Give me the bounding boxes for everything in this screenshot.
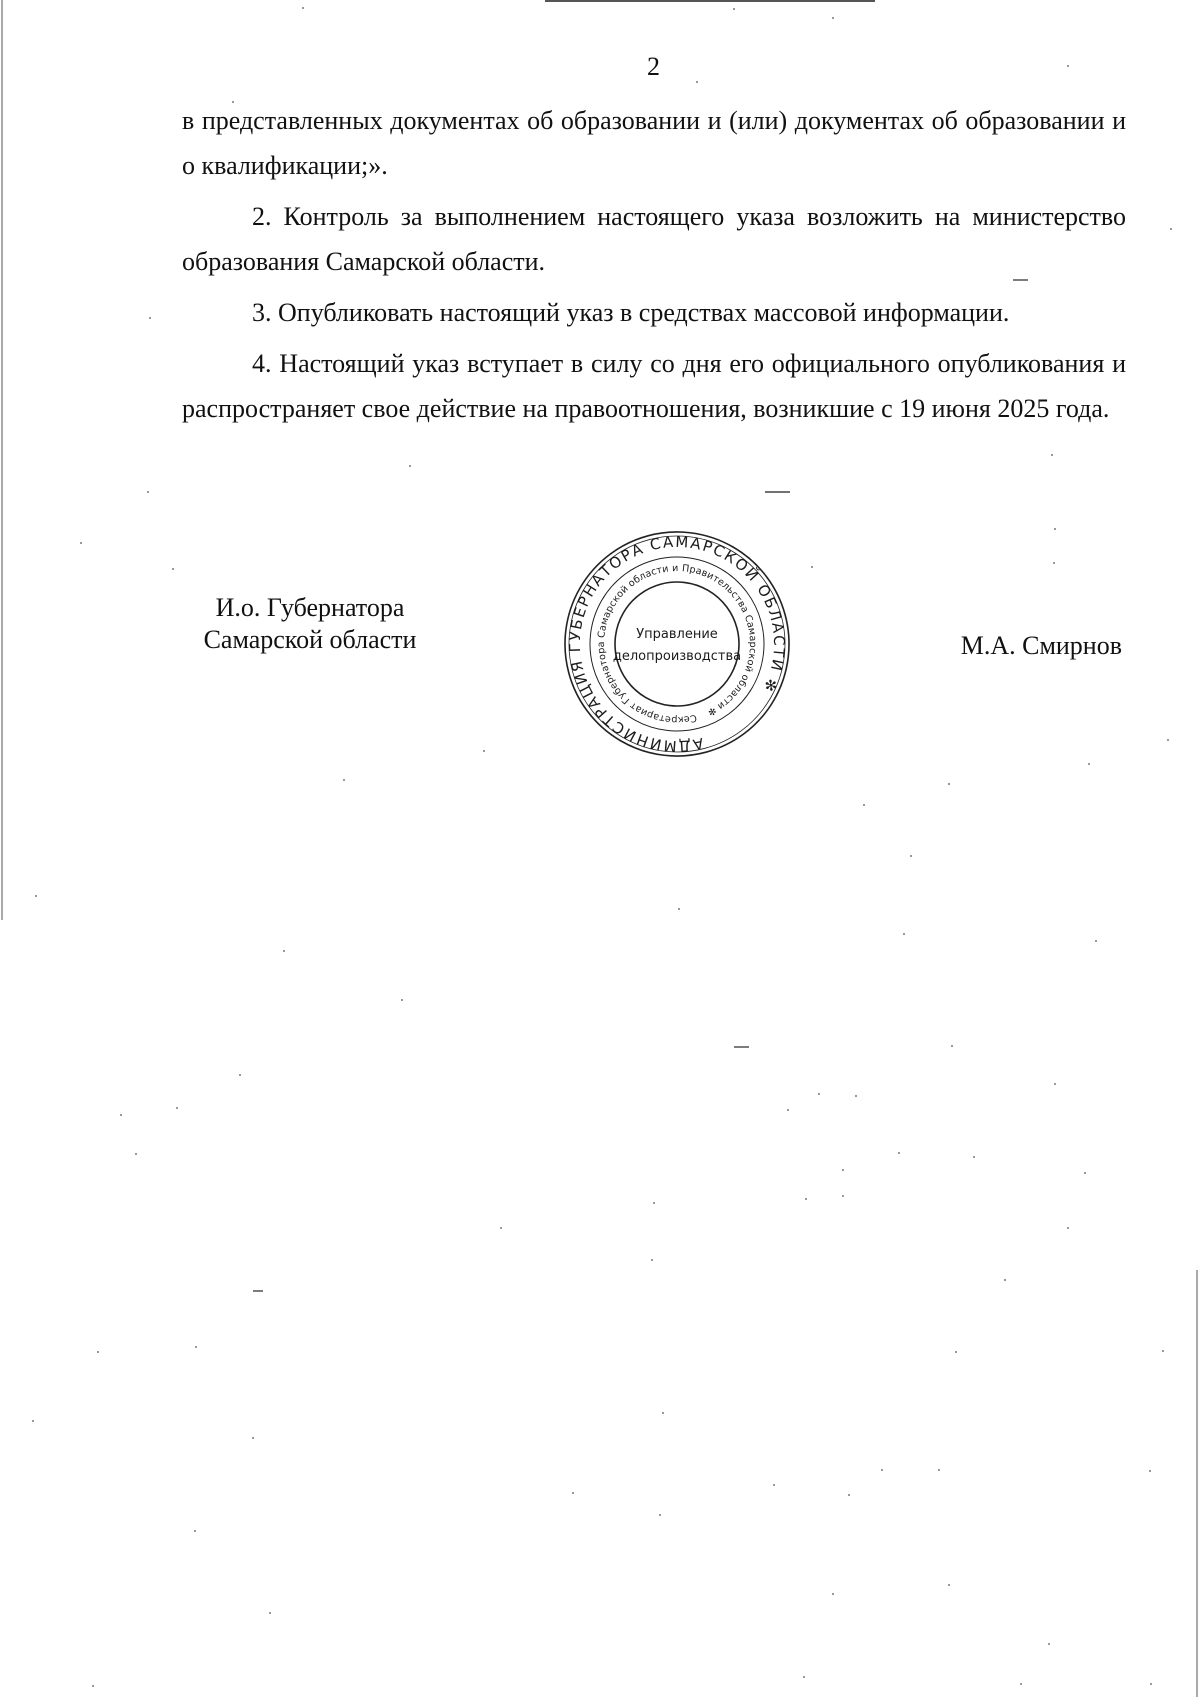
paragraph-continuation: в представленных документах об образовании и (или) документах об образовании и о квалификации;».	[182, 106, 1126, 180]
official-seal	[561, 528, 793, 760]
seal-outer-ring-inner	[561, 528, 793, 760]
scan-edge-top	[545, 0, 875, 2]
signatory-position	[190, 592, 430, 656]
seal-center-line-2: делопроизводства	[612, 649, 742, 664]
seal-center-line-1: Управление	[636, 627, 718, 642]
signatory-position-line-1: И.о. Губернатора	[215, 593, 405, 622]
signatory-position-line-2: Самарской области	[203, 625, 417, 654]
seal-outer-ring	[561, 528, 793, 760]
signatory-name: М.А. Смирнов	[960, 631, 1122, 660]
page-number: 2	[647, 52, 660, 81]
paragraph-item-4: 4. Настоящий указ вступает в силу со дня его официального опубликования и распространяет свое действие на правоотношения, возникшие с 19 июня 2025 года.	[182, 349, 1126, 423]
seal-inner-text: Секретариат Губернатора Самарской области и Правительства Самарской области ✻	[595, 562, 759, 726]
seal-outer-text: АДМИНИСТРАЦИЯ ГУБЕРНАТОРА САМАРСКОЙ ОБЛАСТИ ✻	[565, 532, 789, 756]
document-body	[182, 98, 1126, 431]
paragraph-item-2: 2. Контроль за выполнением настоящего указа возложить на министерство образования Самарской области.	[182, 202, 1126, 276]
scan-edge-right	[1196, 1270, 1198, 1697]
paragraph-item-3: 3. Опубликовать настоящий указ в средствах массовой информации.	[252, 298, 1010, 327]
scan-edge-left	[1, 0, 3, 920]
